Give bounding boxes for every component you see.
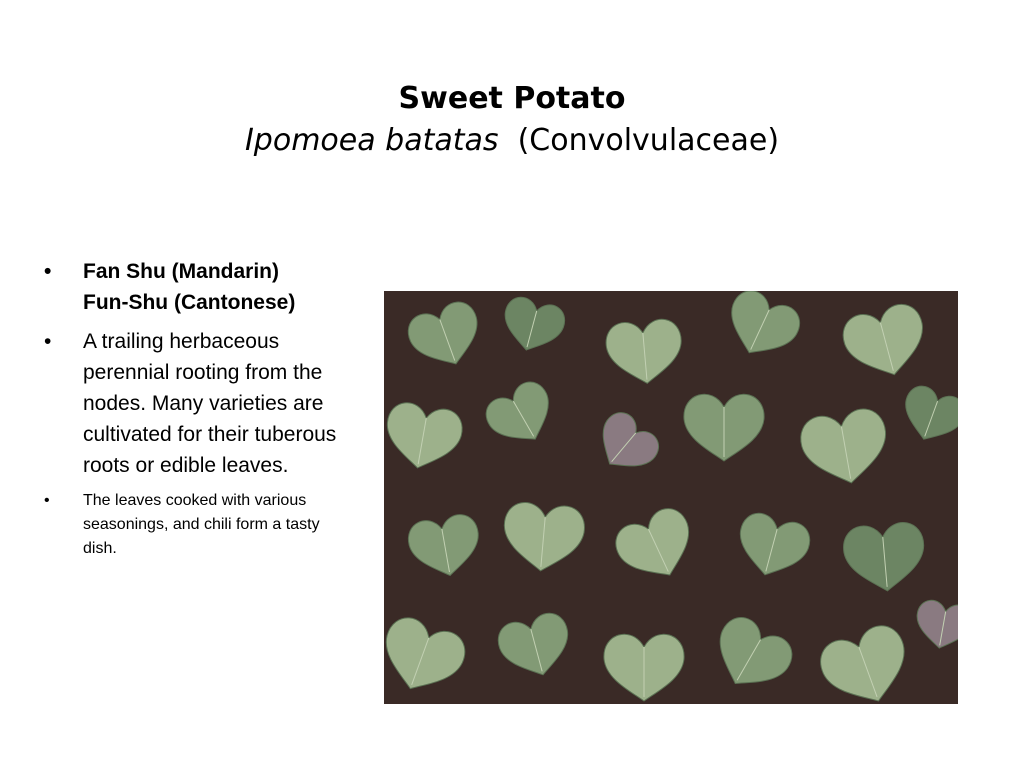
cantonese-name: Fun-Shu (Cantonese) — [83, 291, 296, 314]
title-common-name: Sweet Potato — [398, 81, 626, 116]
mandarin-name: Fan Shu (Mandarin) — [83, 260, 279, 283]
description-text: A trailing herbaceous perennial rooting from the nodes. Many varieties are cultivated for their tuberous roots or edible leaves. — [83, 330, 337, 477]
sweet-potato-leaves-photo — [384, 291, 958, 704]
bullet-dot: • — [44, 330, 52, 353]
bullet-culinary — [44, 489, 350, 561]
bullet-dot: • — [44, 260, 52, 283]
bullet-description — [44, 326, 350, 481]
bullet-list — [44, 256, 350, 561]
family-name: (Convolvulaceae) — [517, 123, 780, 158]
leaves-illustration — [384, 291, 958, 704]
title-subtitle — [0, 120, 1024, 162]
scientific-name: Ipomoea batatas — [244, 123, 499, 158]
bullet-names — [44, 256, 350, 318]
slide-title — [0, 78, 1024, 162]
bullet-dot: • — [44, 492, 50, 509]
culinary-text: The leaves cooked with various seasonings, and chili form a tasty dish. — [83, 492, 320, 557]
